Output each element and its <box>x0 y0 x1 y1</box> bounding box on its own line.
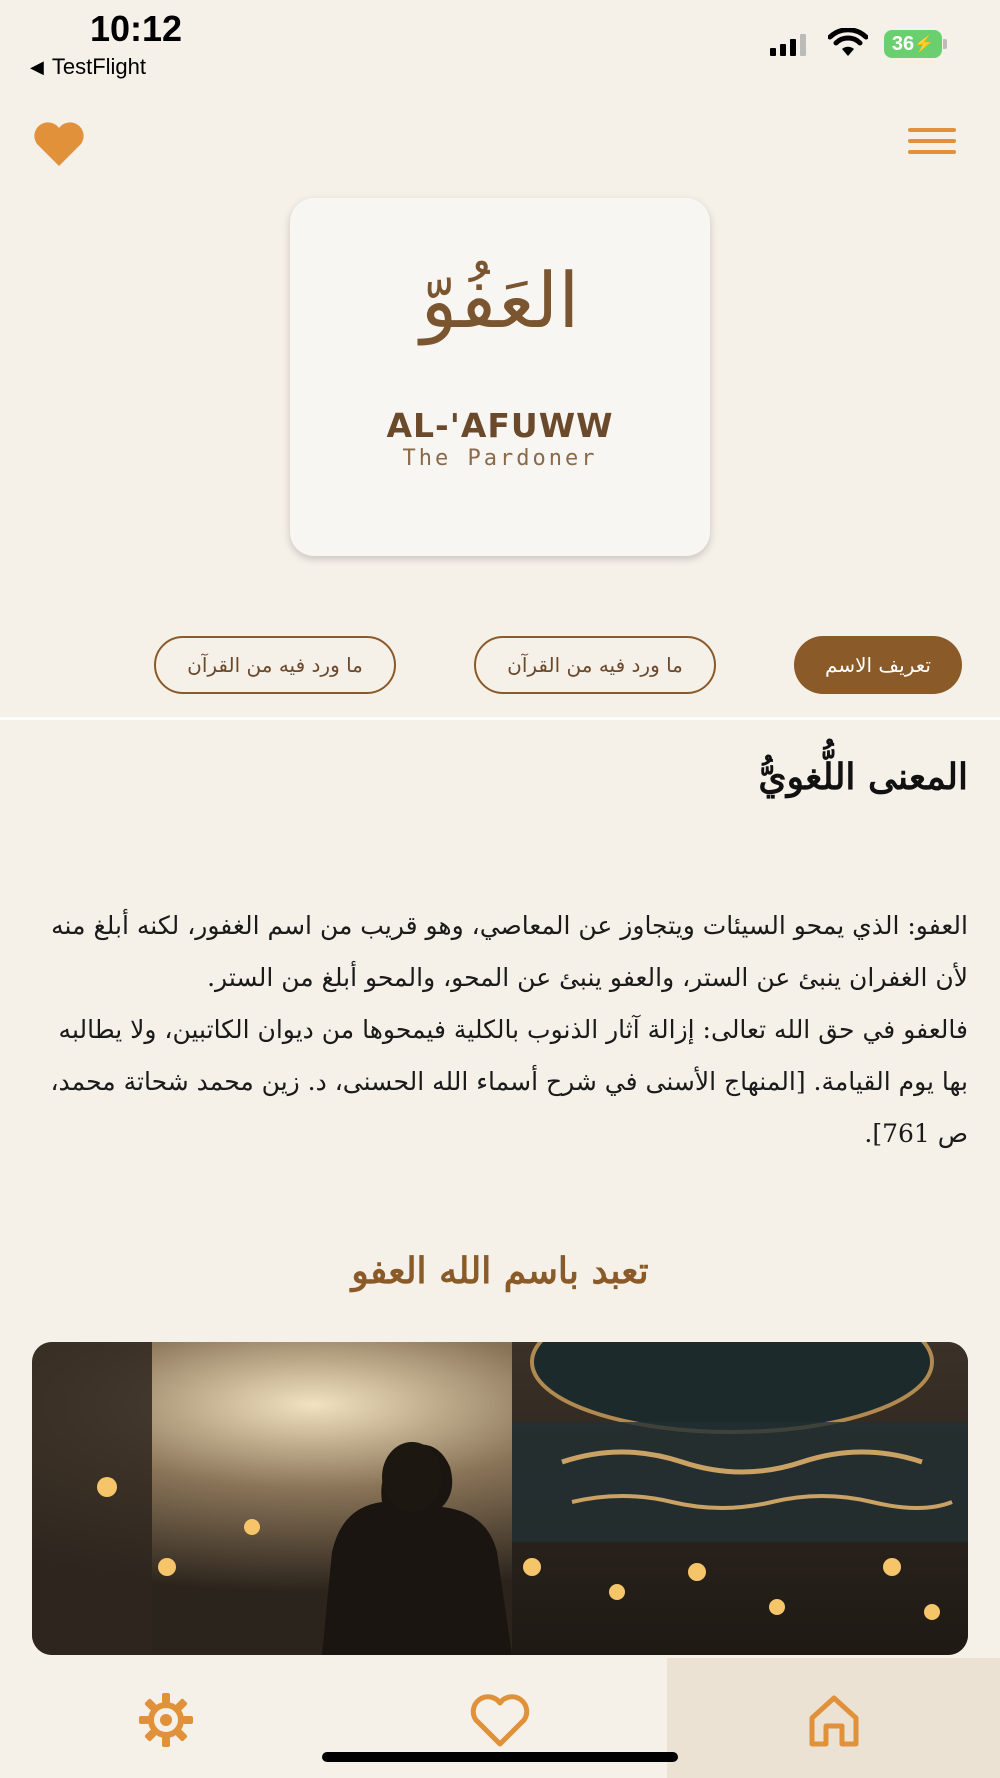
favorite-heart-icon[interactable] <box>32 120 86 168</box>
section-heading: المعنى اللُّغويُّ <box>758 756 968 798</box>
tab-quran-mentions-2[interactable]: ما ورد فيه من القرآن <box>154 636 396 694</box>
cellular-signal-icon <box>770 32 806 56</box>
home-indicator <box>322 1752 678 1762</box>
battery-level: 36 <box>891 32 915 55</box>
back-arrow-icon: ◀ <box>30 56 44 77</box>
divider <box>0 717 1000 720</box>
heart-icon[interactable] <box>468 1692 532 1748</box>
mosque-illustration-image <box>32 1342 968 1655</box>
status-time: 10:12 <box>90 8 183 49</box>
worship-heading: تعبد باسم الله العفو <box>351 1250 649 1292</box>
latin-name: AL-'AFUWW <box>386 406 614 445</box>
back-to-app-link[interactable] <box>30 54 146 80</box>
tab-quran-mentions[interactable]: ما ورد فيه من القرآن <box>474 636 716 694</box>
body-text <box>40 900 968 1160</box>
battery-icon: 36 ⚡ <box>884 30 946 58</box>
name-card <box>290 198 710 556</box>
paragraph-1: العفو: الذي يمحو السيئات ويتجاوز عن المعاصي، وهو قريب من اسم الغفور، لكنه أبلغ منه لأن الغفران ينبئ عن الستر، والعفو ينبئ عن المحو، والمحو أبلغ من الستر. <box>51 911 968 992</box>
name-translation: The Pardoner <box>402 446 598 471</box>
wifi-icon <box>828 28 868 58</box>
home-icon[interactable] <box>802 1692 866 1748</box>
arabic-name-calligraphy: العَفُوّ <box>420 256 580 345</box>
status-bar <box>0 0 1000 90</box>
gear-icon[interactable] <box>134 1692 198 1748</box>
back-app-label: TestFlight <box>51 54 146 79</box>
hamburger-menu-icon[interactable] <box>908 128 956 158</box>
tab-name-definition[interactable]: تعريف الاسم <box>794 636 962 694</box>
paragraph-2: فالعفو في حق الله تعالى: إزالة آثار الذنوب بالكلية فيمحوها من ديوان الكاتبين، ولا يطالبه بها يوم القيامة. [المنهاج الأسنى في شرح أسماء الله الحسنى، د. زين محمد شحاتة محمد، ص 761]. <box>50 1015 968 1148</box>
